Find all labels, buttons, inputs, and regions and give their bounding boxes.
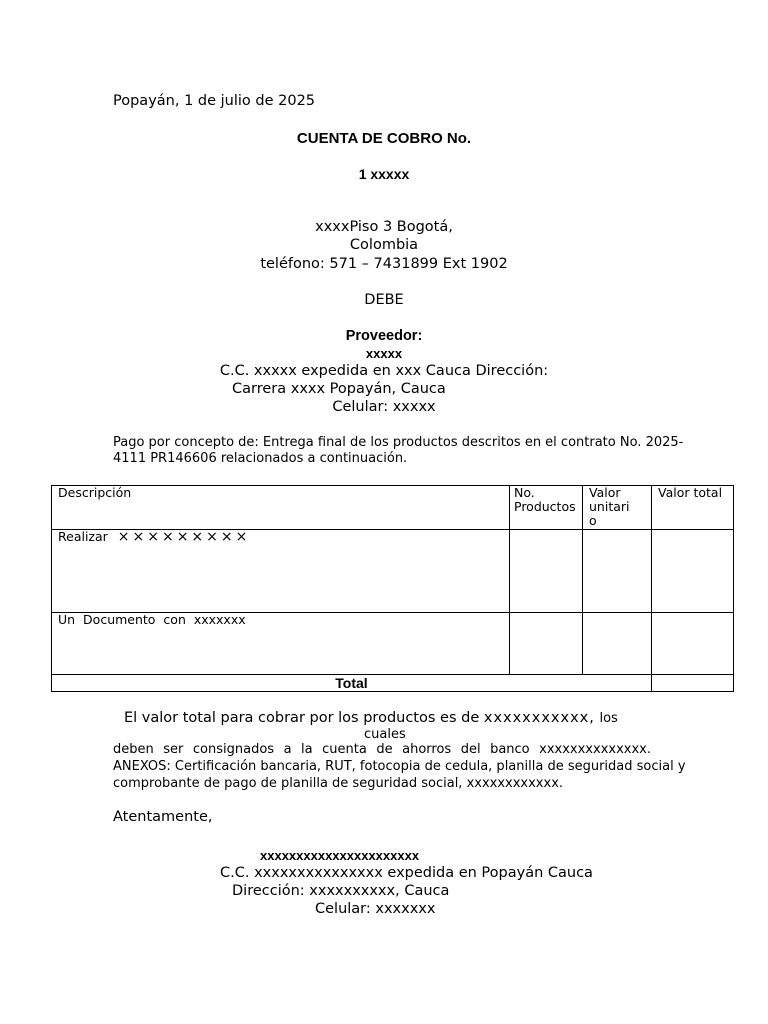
greeting: Atentamente, <box>113 809 213 825</box>
table-row <box>52 613 734 675</box>
place-date: Popayán, 1 de julio de 2025 <box>113 93 316 109</box>
document-number: 1 xxxxx <box>358 166 410 182</box>
row1-description <box>52 530 510 613</box>
recipient-line2: Colombia <box>349 237 419 253</box>
closing-line3: ANEXOS: Certificación bancaria, RUT, fotocopia de cedula, planilla de seguridad social y <box>113 759 686 774</box>
table-row <box>52 530 734 613</box>
recipient-line1: xxxxPiso 3 Bogotá, <box>315 219 453 235</box>
total-label: Total <box>52 675 652 692</box>
provider-cc: C.C. xxxxx expedida en xxx Cauca Dirección: <box>219 363 549 379</box>
header-description: Descripción <box>52 486 510 530</box>
closing-line1-main: El valor total para cobrar por los productos es de <box>124 710 480 726</box>
header-quantity: No. Productos <box>510 486 583 530</box>
row2-quantity <box>510 613 583 675</box>
document-title: CUENTA DE COBRO No. <box>296 130 472 147</box>
row1-quantity <box>510 530 583 613</box>
row1-unit-value <box>583 530 652 613</box>
signature-name: xxxxxxxxxxxxxxxxxxxxxx <box>260 848 420 863</box>
total-value <box>652 675 734 692</box>
provider-address: Carrera xxxx Popayán, Cauca <box>232 381 446 397</box>
table-total-row <box>52 675 734 692</box>
items-table <box>51 485 734 692</box>
provider-label: Proveedor: <box>345 328 423 344</box>
concept-line1: Pago por concepto de: Entrega final de los productos descritos en el contrato No. 2025- <box>113 435 684 450</box>
header-unit-value <box>583 486 652 530</box>
row2-total-value <box>652 613 734 675</box>
table-header-row <box>52 486 734 530</box>
row2-unit-value <box>583 613 652 675</box>
provider-cell: Celular: xxxxx <box>332 399 436 415</box>
header-total-value: Valor total <box>652 486 734 530</box>
row1-description-text: Realizar <box>58 529 108 544</box>
concept-line2: 4111 PR146606 relacionados a continuación. <box>113 451 408 466</box>
debe-label: DEBE <box>364 292 404 308</box>
closing-line1-wrap: cuales <box>364 727 406 742</box>
signature-cell: Celular: xxxxxxx <box>315 901 436 917</box>
signature-cc: C.C. xxxxxxxxxxxxxxx expedida en Popayán Cauca <box>220 865 593 881</box>
closing-line1-value: xxxxxxxxxxx, <box>483 710 595 726</box>
provider-name: xxxxx <box>365 346 403 361</box>
closing-line2: deben ser consignados a la cuenta de ahorros del banco xxxxxxxxxxxxxx. <box>113 742 651 757</box>
closing-line1 <box>124 710 618 726</box>
closing-line1-tail: los <box>599 711 618 726</box>
row1-marks: ××××××××× <box>117 529 251 545</box>
header-unit-value-text: Valor unitari o <box>589 485 630 528</box>
closing-line4: comprobante de pago de planilla de seguridad social, xxxxxxxxxxxx. <box>113 776 564 791</box>
signature-address: Dirección: xxxxxxxxxx, Cauca <box>232 883 450 899</box>
recipient-phone: teléfono: 571 – 7431899 Ext 1902 <box>260 256 508 272</box>
row2-description: Un Documento con xxxxxxx <box>52 613 510 675</box>
row1-total-value <box>652 530 734 613</box>
